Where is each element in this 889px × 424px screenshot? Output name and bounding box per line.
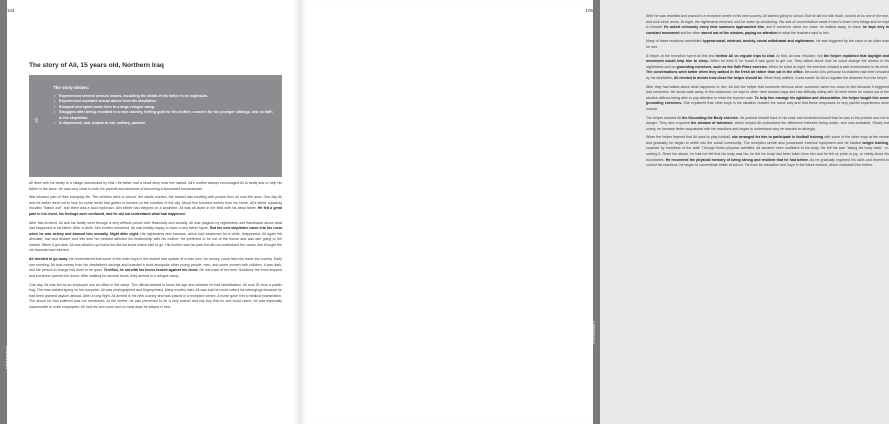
- right-body-text: [646, 14, 889, 169]
- paragraph-text: coached by members of the staff. Through these physical activities, Ali became more confident of his body. He felt his was "taking his body back", re-owning it. Since the abuse, he had not felt that his body was his; he felt his body had been taken from him and he felt no pride or joy, or clarity about his boundaries.: [646, 146, 889, 162]
- paragraph-text: . He was triggered by the voice of an older man he met.: [646, 39, 889, 49]
- story-box-item: • Experienced several serious losses, including the death of his father in an explosion.: [59, 94, 276, 99]
- bold-text: The conversations went better when they walked in the fresh air rather than sat in the office.: [646, 70, 804, 75]
- bold-text: the Grounding the Body exercise.: [681, 115, 739, 120]
- body-paragraph: [29, 257, 282, 279]
- story-box-body: [45, 75, 282, 177]
- right-side-tab: [590, 0, 600, 424]
- paragraph-text: He remembered that some of the older boys in the market had spoken of a man who, for money, could help him leave the country. Early one morning, Ali took money from his stepfather's savings and boarded a truck alongside other young people, men, and some women with children. It was dark, and the person in charge told them to be quiet.: [29, 257, 282, 273]
- body-paragraph: [646, 116, 889, 133]
- story-box-side-label: Ali: [34, 117, 39, 123]
- paragraph-text: to what the teachers said to him.: [777, 30, 830, 35]
- bold-text: she arranged for him to participate in football training: [731, 135, 824, 140]
- bold-text: hyperarousal, mistrust, anxiety, social withdrawal and nightmares: [702, 39, 814, 44]
- left-side-label: APPENDIX: [4, 345, 10, 370]
- bold-text: the window of tolerance: [691, 121, 733, 126]
- body-paragraph: [29, 221, 282, 254]
- body-paragraph: [646, 39, 889, 50]
- left-content: [29, 62, 282, 313]
- story-box-list: [53, 94, 276, 126]
- paragraph-text: She explained that other boys in his situation reacted the same way and that these responses to very painful experiences were normal.: [646, 101, 889, 111]
- paragraph-text: He lost track of the time. Suddenly the truck stopped and someone opened the doors. After walking for several hours, they arrived in a refugee camp.: [29, 268, 282, 278]
- left-page: [0, 0, 300, 424]
- bold-text: he kept very in constant movement: [646, 25, 889, 35]
- bold-text: He recovered the physical memory of being strong and resilient that he had before.: [665, 157, 809, 162]
- paragraph-text: As he gradually regained his skills and learned to control his reactions, he began to concentrate better at school. He lives for education and hope in the future revived, which motivated him further.: [646, 157, 889, 168]
- body-paragraph: [646, 85, 889, 113]
- body-paragraph: [29, 195, 282, 217]
- paragraph-text: His nightmares and traumas, which had weakened for a while, reappeared. Ali again felt desolate, sad and distant, and this time his mistrust affected his relationship with his mother. He preferred to be out of the house and was late going to the market. When it got dark, Ali was afraid to go home but did not know where else to go. His mother saw his pale but did not understand the cause; she thought the old traumas had returned.: [29, 231, 282, 253]
- bold-text: To help him manage his agitation and dissociation, the helper taught him some grounding exercises.: [646, 95, 889, 106]
- paragraph-text: A helper at the reception spent all this and: [646, 53, 716, 58]
- paragraph-text: with some of the other boys at the centre and gradually he began to settle into the social community. The reception centre also possessed exercise equipment and he started: [646, 135, 889, 145]
- paragraph-text: At first, Ali was reluctant, but: [775, 53, 824, 58]
- paragraph-text: War became part of their everyday life. The children went to school, the adults worked, the market was bustling with people from all over the area. One day Ali and his father went out to look for some metal that gather in bushes on the outskirts of the city. About five hundred metres from his home, Ali's father suddenly shouted "Watch out!" and there was a loud explosion. Ali's father had stepped on a landmine. Ali was all alone in the field with his dead father.: [29, 195, 282, 211]
- bold-text: invited Ali on regular trips to chat.: [715, 53, 776, 58]
- left-body-text: [29, 181, 282, 310]
- paragraph-text: Because Ali's personal boundaries had been invaded by his stepfather,: [646, 70, 889, 80]
- paragraph-text: When the helper learned that Ali used to play football,: [646, 135, 732, 140]
- bold-text: Ali decided to go away.: [29, 257, 69, 262]
- story-box-item: • Escaped and spent some time in a large refugee camp.: [59, 105, 276, 110]
- paragraph-text: After this incident, Ali and his family went through a very difficult period both financially and socially. Ali was plagued by nightmares and flashbacks about what had happened to his father. After a while, Ali's mother remarried. Ali was initially happy to have a new father figure.: [29, 220, 282, 231]
- story-box-heading: The story shows:: [53, 85, 90, 90]
- gutter-shadow: [292, 0, 300, 424]
- paragraph-text: The helper showed Ali: [646, 115, 682, 120]
- bold-text: stared out of the window, paying no attention: [701, 30, 778, 35]
- story-summary-box: [29, 75, 282, 177]
- body-paragraph: [646, 135, 889, 168]
- right-page: [300, 0, 889, 424]
- body-paragraph: [646, 54, 889, 82]
- story-box-item: • Experienced repeated sexual abuse from his stepfather.: [59, 99, 276, 104]
- bold-text: the helper explained that daylight and movement would help him to sleep.: [646, 53, 889, 64]
- paragraph-text: , which helped Ali understand the difference between being under- and over-activated. Slowly but surely, he became better acquainted with his reactions and began to understand why he reacted so strongly.: [646, 121, 889, 131]
- paragraph-text: When he tried it, he found it was good to get out. They talked about how he could change the stories in his nightmares and do: [646, 59, 889, 69]
- body-paragraph: [646, 14, 889, 36]
- body-paragraph: [29, 181, 282, 192]
- bold-text: Terrified, he sat with his knees locked against his chest.: [103, 268, 199, 273]
- story-box-side: [29, 75, 45, 177]
- paragraph-text: Ali lived with his family in a village surrounded by hills. His father had a small shop near the market. Ali's mother always encouraged Ali to study and to help his father in the store. He was very close to both his parents and dreamed of becoming a successful businessman.: [29, 181, 282, 191]
- paragraph-text: He pushed himself back in his chair and reminded himself that he was in the present and not in danger. They also explored: [646, 115, 889, 126]
- paragraph-text: After they had talked about what happened to him, Ali told the helper that someone nervous when someone came too close to him because it triggered bad memories. He would walk away. In the classroom, he kept to other neat window bags and had difficulty sitting still. At other times he stared out of the window without being able to pay attention to what the teacher said.: [646, 84, 889, 100]
- paragraph-text: One day, Ali was led by an employee into an office in the camp. The official wanted to know his age and whether he had identification. Ali took ID from a plastic bag. The man started typing on his computer. Ali was photographed and fingerprinted. Many months later, Ali was told he could collect his belongings because he had been granted asylum abroad. After a long flight, Ali arrived in his new country and was placed in a reception centre. A nurse gave him a medical examination. The abuse he had suffered was not mentioned. At the centre, he was perceived to be a very scared and shy boy that no one could reach: he was especially inaccessible to male employees. Ali had his own room and on most days he stayed in bed.: [29, 282, 282, 309]
- paragraph-text: When he woke at night, the exercise created a safe environment in his mind.: [767, 64, 889, 69]
- bold-text: weight training: [862, 140, 888, 145]
- bold-text: Ali needed to decide how close the helper should be.: [673, 75, 764, 80]
- paragraph-text: After he was resettled and placed in a reception centre in his new country, Ali started going to school. But he did not talk much, looked at no one in the eye, and took lunch alone. At night, the nightmares returned, and he woke up screaming. His lack of concentration made it hard to learn new things and he kept to himself.: [646, 14, 889, 30]
- paragraph-text: and he often: [679, 30, 702, 35]
- right-content: [646, 14, 889, 172]
- left-page-number: 104: [7, 8, 15, 13]
- bold-text: grounding exercises, such as the Safe Place exercise.: [676, 64, 768, 69]
- story-box-item: • Is depressed, sad, unable to eat, solitary, passive.: [59, 121, 276, 126]
- paragraph-text: When they walked, it was easier for Ali to regulate the distance from his helper.: [763, 75, 888, 80]
- bold-text: He asked nervously every time someone approached him: [664, 25, 764, 30]
- paragraph-text: , and if someone came too close, he walked away. In class,: [763, 25, 863, 30]
- paragraph-text: Many of these reactions resembled: [646, 39, 703, 44]
- right-side-label: APPENDIX: [590, 320, 596, 345]
- bold-text: He felt a great pain in his chest, his feelings were confused, and he did not understand what had happened.: [29, 206, 282, 216]
- right-page-number: 105: [585, 8, 593, 13]
- story-box-item: • Struggles after being resettled in a new country, feeling guilt for his mother, concern for his younger siblings, and no faith in his stepfather.: [59, 110, 276, 121]
- story-title: The story of Ali, 15 years old, Northern Iraq: [29, 62, 164, 69]
- left-side-tab: [0, 0, 10, 424]
- bold-text: But his new stepfather came into his room when he was asleep and abused him sexually. Night after night.: [29, 226, 282, 236]
- body-paragraph: [29, 283, 282, 311]
